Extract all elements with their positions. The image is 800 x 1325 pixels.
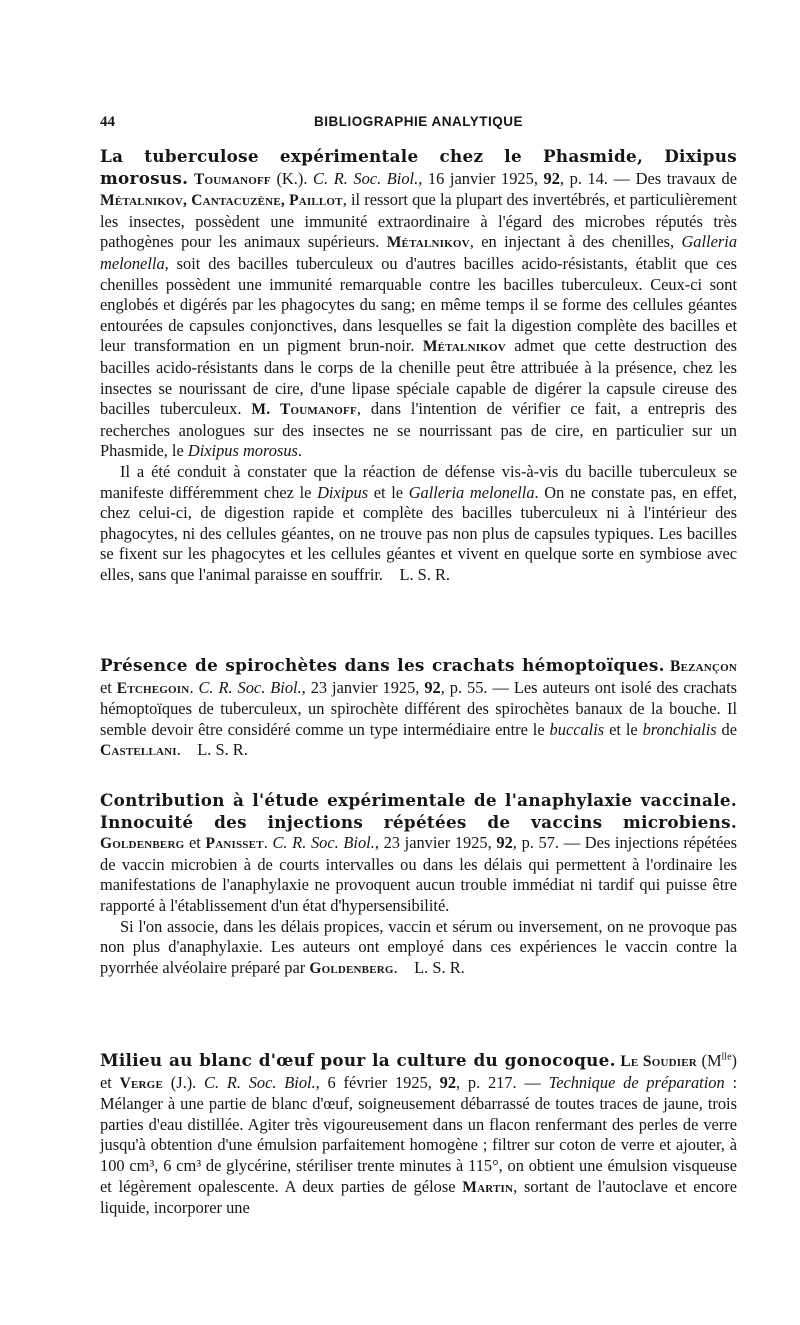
review-paragraph [100,146,737,462]
separator: . [189,677,199,697]
body-text: , il ressort que la plupart des invertébrés, et particulièrement les insectes, possèdent une immunité extraordinaire à l'égard des microbes réputés très pathogènes pour les animaux supérieurs. [100,190,737,252]
page-number: 44 [100,114,115,130]
cited-author: Castellani [100,742,177,760]
cited-author: M. Toumanoff [251,401,357,419]
body-text: , en injectant à des chenilles, [469,232,682,252]
author-title: (M [696,1051,722,1070]
body-text: . [176,740,181,760]
review-entry [100,790,737,979]
author-initials: (K.). [270,168,314,188]
review-paragraph [100,655,737,762]
body-text: et le [368,482,409,502]
body-text: et le [604,719,643,739]
volume-number: 92 [439,1072,457,1092]
body-text: , dans l'intention de vérifier ce fait, a entrepris des recherches anologues sur des insectes ne se nourrissant pas de cire, en particulier sur un Phasmide, le [100,399,737,461]
review-paragraph [100,917,737,980]
journal-name: C. R. Soc. Biol. [272,833,375,853]
page-reference: , p. 55. — [440,677,514,697]
body-text: . On ne constate pas, en effet, chez celui-ci, de digestion rapide et complète des bacilles tuberculeux ni à l'intérieur des phagocytes, ni des cellules géantes, on ne trouve pas non plus de capsules typiques. Les bacilles se fixent sur les phagocytes et les cellules géantes et vivent en quelque sorte en symbiose avec elles, sans que l'animal paraisse en souffrir. [100,482,738,584]
body-text: . [393,957,398,977]
body-text: Si l'on associe, dans les délais propices, vaccin et sérum ou inversement, on ne provoque pas non plus d'anaphylaxie. Les auteurs ont employé dans ces expériences le vaccin contre la pyorrhée alvéolaire préparé par [100,916,737,977]
body-text: : Mélanger à une partie de blanc d'œuf, soigneusement débarrassé de toutes traces de jaune, trois parties d'eau distillée. Agiter très vigoureusement dans un flacon renfermant des perles de verre jusqu'à obtention d'une émulsion parfaitement homogène ; filtrer sur coton de verre et ajouter, à 100 cm³, 6 cm³ de glycérine, stériliser trente minutes à 115°, on obtient une émulsion visqueuse et légèrement opalescente. A deux parties de gélose [100,1072,738,1196]
author-name: Panisset [205,835,264,853]
author-name: Toumanoff [193,170,271,188]
author-name: Verge [119,1074,163,1092]
conjunction: et [100,677,117,697]
reviewer-signature: L. S. R. [414,957,465,977]
author-title-superscript: lle [721,1051,732,1063]
reviewer-signature: L. S. R. [399,564,450,584]
cited-author: Goldenberg [309,959,394,977]
review-title: La tuberculose expérimentale chez le Phasmide, Dixipus morosus. [100,146,737,188]
species-name: buccalis [549,719,605,739]
author-title: ) et [100,1051,737,1092]
cited-author: Métalnikov [386,234,470,252]
body-text: Des travaux de [635,168,737,188]
review-paragraph [100,790,737,917]
species-name: Galleria melonella [408,482,535,502]
author-name: Bezançon [670,658,737,675]
review-entry [100,1050,737,1219]
species-name: bronchialis [642,719,717,739]
publication-date: , 23 janvier 1925, [374,833,497,853]
journal-name: C. R. Soc. Biol. [204,1072,316,1092]
author-name: Goldenberg [100,835,185,853]
cited-author: Métalnikov [422,338,506,356]
review-paragraph [100,1050,737,1219]
section-heading: Technique de préparation [548,1072,725,1092]
species-name: Dixipus morosus [187,441,298,461]
volume-number: 92 [543,168,560,188]
review-entry [100,655,737,762]
body-text: de [716,719,738,739]
publication-date: , 23 janvier 1925, [301,677,425,697]
reviewer-signature: L. S. R. [197,740,248,760]
body-text: admet que cette destruction des bacilles acido-résistants dans le corps de la chenille peut être attribuée à la présence, chez les insectes se nourissant de cire, d'une lipase spéciale capable de digérer la capsule cireuse des bacilles tuberculeux. [100,336,737,419]
body-text: Les auteurs ont isolé des crachats hémoptoïques de tuberculeux, un spirochète différent des spirochètes banaux de la bouche. Il semble devoir être considéré comme un type intermédiaire entre le [100,677,738,739]
volume-number: 92 [496,833,513,853]
body-text: , sortant de l'autoclave et encore liquide, incorporer une [100,1176,737,1218]
review-paragraph [100,462,737,586]
author-name: Le Soudier [615,1053,697,1070]
journal-name: C. R. Soc. Biol. [198,677,302,697]
author-name: Etchegoin [116,679,190,697]
separator: . [263,833,273,853]
species-name: Galleria melonella [100,232,738,273]
running-head: BIBLIOGRAPHIE ANALYTIQUE [313,114,523,129]
page-header [100,114,737,136]
page-reference: , p. 57. — [512,833,585,853]
volume-number: 92 [424,677,441,697]
cited-author: Métalnikov, Cantacuzène, Paillot [100,192,343,210]
page-reference: , p. 217. — [456,1072,549,1092]
author-initials: (J.). [162,1072,205,1092]
cited-author: Martin [462,1178,514,1196]
review-title: Milieu au blanc d'œuf pour la culture du gonocoque. [100,1050,616,1070]
review-title: Contribution à l'étude expérimentale de l'anaphylaxie vaccinale. Innocuité des injections répétées de vaccins microbiens. [100,790,737,832]
body-text: Des injections répétées de vaccin microbien à de courts intervalles ou dans les délais qui permettent à l'ordinaire les manifestations de l'anaphylaxie ne provoquent aucun trouble immédiat ni tardif qui puisse être rapporté à l'établissement d'un état d'hypersensibilité. [100,833,738,915]
review-entry [100,146,737,585]
body-text: , soit des bacilles tuberculeux ou d'autres bacilles acido-résistants, établit que ces chenilles possèdent une immunité remarquable contre les bacilles tuberculeux. Ceux-ci sont englobés et digérés par les phagocytes du sang; en même temps il se forme des cellules géantes entourées de capsules conjonctives, dans lesquelles se fait la digestion complète des bacilles et leur transformation en un pigment brun-noir. [100,253,737,356]
body-text: . [297,441,303,461]
page-reference: , p. 14. — [559,168,636,188]
publication-date: , 16 janvier 1925, [418,168,544,188]
publication-date: , 6 février 1925, [315,1072,440,1092]
body-text: Il a été conduit à constater que la réaction de défense vis-à-vis du bacille tuberculeux se manifeste différemment chez le [100,461,737,502]
review-title: Présence de spirochètes dans les crachats hémoptoïques. [100,655,665,675]
species-name: Dixipus [317,482,369,502]
conjunction: et [184,833,206,853]
journal-name: C. R. Soc. Biol. [313,168,419,188]
